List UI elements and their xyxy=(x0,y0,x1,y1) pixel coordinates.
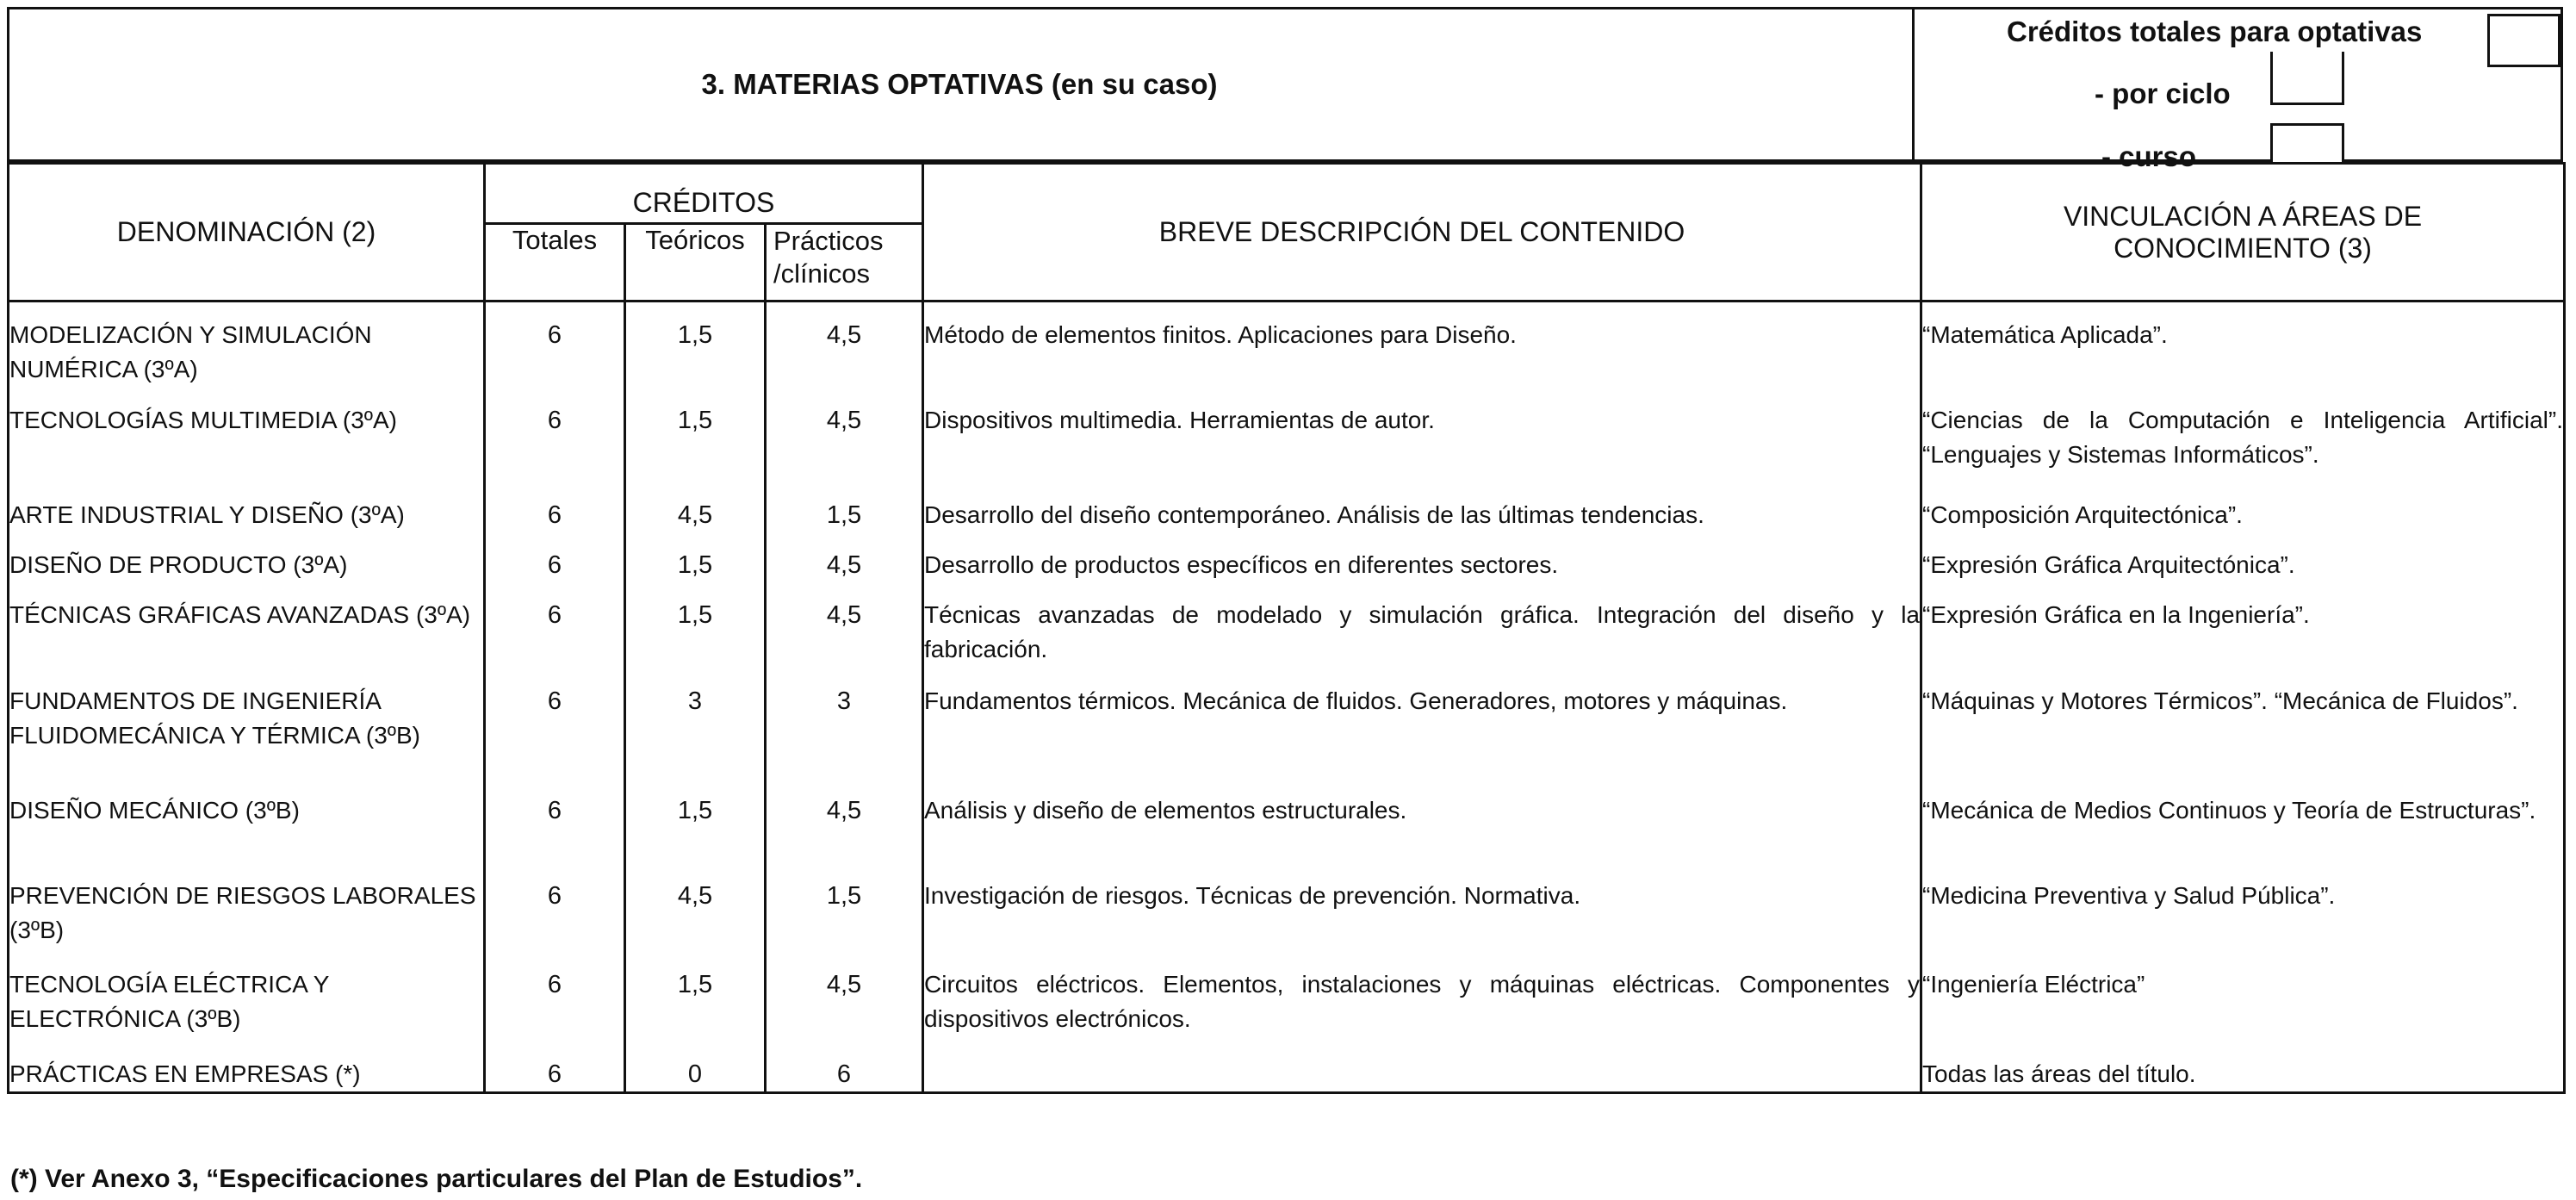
row-name: PRÁCTICAS EN EMPRESAS (*) xyxy=(9,1041,485,1093)
row-practicos: 6 xyxy=(766,1041,923,1093)
row-descripcion: Investigación de riesgos. Técnicas de prevención. Normativa. xyxy=(923,863,1921,952)
row-totales: 6 xyxy=(485,778,625,863)
row-totales: 6 xyxy=(485,302,625,388)
sub-practicos: Prácticos /clínicos xyxy=(766,224,923,302)
row-totales: 6 xyxy=(485,668,625,778)
row-totales: 6 xyxy=(485,863,625,952)
row-descripcion: Análisis y diseño de elementos estructurales. xyxy=(923,778,1921,863)
row-teoricos: 1,5 xyxy=(625,532,766,582)
optativas-table xyxy=(7,162,2566,1094)
sub-teoricos: Teóricos xyxy=(625,224,766,302)
table-row xyxy=(9,952,2565,1041)
row-practicos: 4,5 xyxy=(766,302,923,388)
section-title xyxy=(7,7,1912,162)
row-descripcion: Dispositivos multimedia. Herramientas de autor. xyxy=(923,388,1921,482)
row-descripcion: Técnicas avanzadas de modelado y simulación gráfica. Integración del diseño y la fabricación. xyxy=(923,582,1921,668)
credits-total-box[interactable] xyxy=(2487,14,2560,67)
row-practicos: 1,5 xyxy=(766,482,923,532)
row-areas: “Composición Arquitectónica”. xyxy=(1921,482,2565,532)
row-descripcion: Desarrollo del diseño contemporáneo. Análisis de las últimas tendencias. xyxy=(923,482,1921,532)
row-areas: “Expresión Gráfica en la Ingeniería”. xyxy=(1921,582,2565,668)
table-header-row xyxy=(9,164,2565,224)
row-totales: 6 xyxy=(485,388,625,482)
row-teoricos: 0 xyxy=(625,1041,766,1093)
row-teoricos: 1,5 xyxy=(625,302,766,388)
row-practicos: 3 xyxy=(766,668,923,778)
row-totales: 6 xyxy=(485,1041,625,1093)
row-practicos: 4,5 xyxy=(766,952,923,1041)
footnote: (*) Ver Anexo 3, “Especificaciones particulares del Plan de Estudios”. xyxy=(10,1165,863,1193)
col-descripcion: BREVE DESCRIPCIÓN DEL CONTENIDO xyxy=(923,164,1921,302)
row-areas: “Matemática Aplicada”. xyxy=(1921,302,2565,388)
col-vinculacion: VINCULACIÓN A ÁREAS DE CONOCIMIENTO (3) xyxy=(1921,164,2565,302)
row-name: FUNDAMENTOS DE INGENIERÍA FLUIDOMECÁNICA Y TÉRMICA (3ºB) xyxy=(9,668,485,778)
row-descripcion: Circuitos eléctricos. Elementos, instalaciones y máquinas eléctricas. Componentes y dispositivos electrónicos. xyxy=(923,952,1921,1041)
section-title-text: 3. MATERIAS OPTATIVAS (en su caso) xyxy=(701,68,1218,100)
row-name: TECNOLOGÍA ELÉCTRICA Y ELECTRÓNICA (3ºB) xyxy=(9,952,485,1041)
row-name: DISEÑO DE PRODUCTO (3ºA) xyxy=(9,532,485,582)
row-teoricos: 1,5 xyxy=(625,778,766,863)
table-row xyxy=(9,1041,2565,1093)
row-practicos: 1,5 xyxy=(766,863,923,952)
row-totales: 6 xyxy=(485,482,625,532)
row-totales: 6 xyxy=(485,952,625,1041)
per-course-box[interactable] xyxy=(2270,123,2344,165)
table-row xyxy=(9,532,2565,582)
row-areas: “Ingeniería Eléctrica” xyxy=(1921,952,2565,1041)
row-areas: “Mecánica de Medios Continuos y Teoría de Estructuras”. xyxy=(1921,778,2565,863)
row-teoricos: 3 xyxy=(625,668,766,778)
table-row xyxy=(9,302,2565,388)
row-teoricos: 4,5 xyxy=(625,482,766,532)
row-totales: 6 xyxy=(485,532,625,582)
table-row xyxy=(9,388,2565,482)
row-areas: Todas las áreas del título. xyxy=(1921,1041,2565,1093)
row-totales: 6 xyxy=(485,582,625,668)
row-teoricos: 1,5 xyxy=(625,952,766,1041)
row-name: TÉCNICAS GRÁFICAS AVANZADAS (3ºA) xyxy=(9,582,485,668)
row-name: DISEÑO MECÁNICO (3ºB) xyxy=(9,778,485,863)
row-practicos: 4,5 xyxy=(766,778,923,863)
col-creditos: CRÉDITOS xyxy=(485,164,923,224)
row-areas: “Expresión Gráfica Arquitectónica”. xyxy=(1921,532,2565,582)
row-name: TECNOLOGÍAS MULTIMEDIA (3ºA) xyxy=(9,388,485,482)
row-teoricos: 1,5 xyxy=(625,582,766,668)
header-divider xyxy=(1912,7,1915,162)
row-name: MODELIZACIÓN Y SIMULACIÓN NUMÉRICA (3ºA) xyxy=(9,302,485,388)
row-name: ARTE INDUSTRIAL Y DISEÑO (3ºA) xyxy=(9,482,485,532)
table-row xyxy=(9,778,2565,863)
row-descripcion: Desarrollo de productos específicos en diferentes sectores. xyxy=(923,532,1921,582)
table-row xyxy=(9,582,2565,668)
row-descripcion xyxy=(923,1041,1921,1093)
table-row xyxy=(9,668,2565,778)
per-cycle-label: - por ciclo xyxy=(2095,78,2231,109)
row-areas: “Medicina Preventiva y Salud Pública”. xyxy=(1921,863,2565,952)
row-teoricos: 1,5 xyxy=(625,388,766,482)
col-denominacion: DENOMINACIÓN (2) xyxy=(9,164,485,302)
table-row xyxy=(9,482,2565,532)
row-areas: “Ciencias de la Computación e Inteligencia Artificial”. “Lenguajes y Sistemas Informáticos”. xyxy=(1921,388,2565,482)
row-practicos: 4,5 xyxy=(766,532,923,582)
row-name: PREVENCIÓN DE RIESGOS LABORALES (3ºB) xyxy=(9,863,485,952)
sub-totales: Totales xyxy=(485,224,625,302)
row-areas: “Máquinas y Motores Térmicos”. “Mecánica de Fluidos”. xyxy=(1921,668,2565,778)
credits-total-label: Créditos totales para optativas xyxy=(2007,16,2423,47)
per-cycle-box[interactable] xyxy=(2270,52,2344,105)
row-descripcion: Fundamentos térmicos. Mecánica de fluidos. Generadores, motores y máquinas. xyxy=(923,668,1921,778)
row-practicos: 4,5 xyxy=(766,388,923,482)
table-row xyxy=(9,863,2565,952)
row-teoricos: 4,5 xyxy=(625,863,766,952)
row-practicos: 4,5 xyxy=(766,582,923,668)
row-descripcion: Método de elementos finitos. Aplicaciones para Diseño. xyxy=(923,302,1921,388)
per-course-label: - curso xyxy=(2101,140,2197,172)
